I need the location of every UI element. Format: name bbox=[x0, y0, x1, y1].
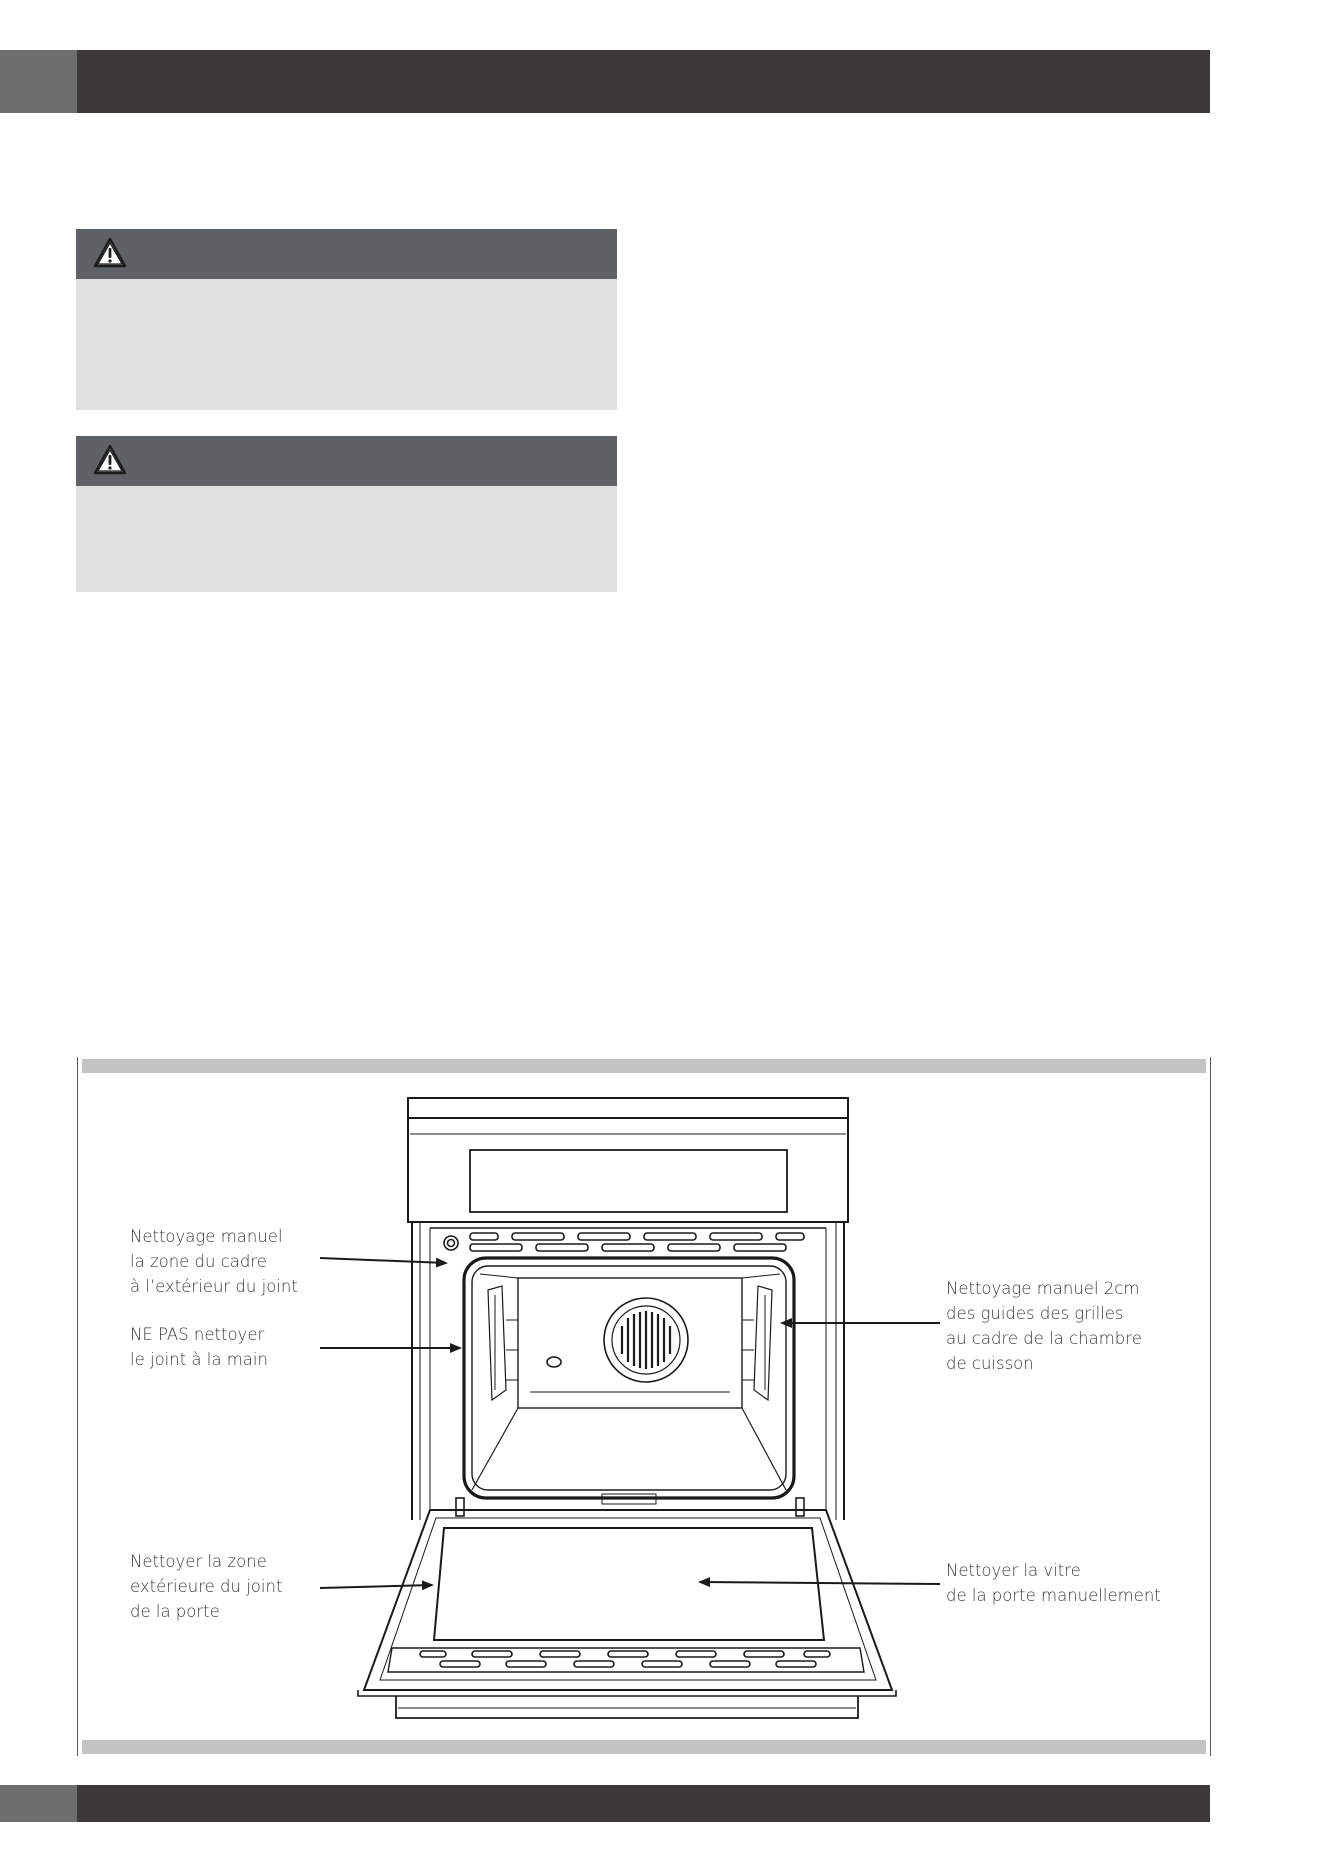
callout-line: Nettoyer la vitre bbox=[946, 1561, 1081, 1580]
callout-rack-guides bbox=[946, 1276, 1142, 1376]
warning-box-1-body bbox=[76, 279, 617, 410]
header-tab bbox=[0, 50, 77, 113]
callout-line: à l’extérieur du joint bbox=[130, 1277, 298, 1296]
callout-line: de la porte manuellement bbox=[946, 1586, 1161, 1605]
callout-line: Nettoyage manuel 2cm bbox=[946, 1279, 1140, 1298]
callout-line: de cuisson bbox=[946, 1354, 1034, 1373]
callout-line: au cadre de la chambre bbox=[946, 1329, 1142, 1348]
callout-line: Nettoyage manuel bbox=[130, 1227, 283, 1246]
warning-triangle-icon bbox=[92, 236, 128, 270]
callout-line: NE PAS nettoyer bbox=[130, 1325, 265, 1344]
figure-top-rule bbox=[82, 1059, 1206, 1073]
callout-door-seal-outside bbox=[130, 1549, 282, 1624]
footer-tab bbox=[0, 1785, 77, 1822]
oven-illustration bbox=[340, 1090, 910, 1730]
callout-frame-outside-seal bbox=[130, 1224, 298, 1299]
warning-box-2-header bbox=[76, 436, 617, 486]
callout-door-glass bbox=[946, 1558, 1161, 1608]
warning-box-1-header bbox=[76, 229, 617, 279]
callout-line: le joint à la main bbox=[130, 1350, 268, 1369]
callout-seal-no-clean bbox=[130, 1322, 268, 1372]
warning-box-2-body bbox=[76, 486, 617, 592]
callout-line: la zone du cadre bbox=[130, 1252, 267, 1271]
figure-bottom-rule bbox=[82, 1740, 1206, 1754]
footer-bar bbox=[77, 1785, 1210, 1822]
callout-line: Nettoyer la zone bbox=[130, 1552, 267, 1571]
figure-right-border bbox=[1210, 1057, 1211, 1756]
callout-line: extérieure du joint bbox=[130, 1577, 283, 1596]
warning-triangle-icon bbox=[92, 443, 128, 477]
header-bar bbox=[77, 50, 1210, 113]
figure-left-border bbox=[77, 1057, 78, 1756]
callout-line: des guides des grilles bbox=[946, 1304, 1124, 1323]
callout-line: de la porte bbox=[130, 1602, 220, 1621]
